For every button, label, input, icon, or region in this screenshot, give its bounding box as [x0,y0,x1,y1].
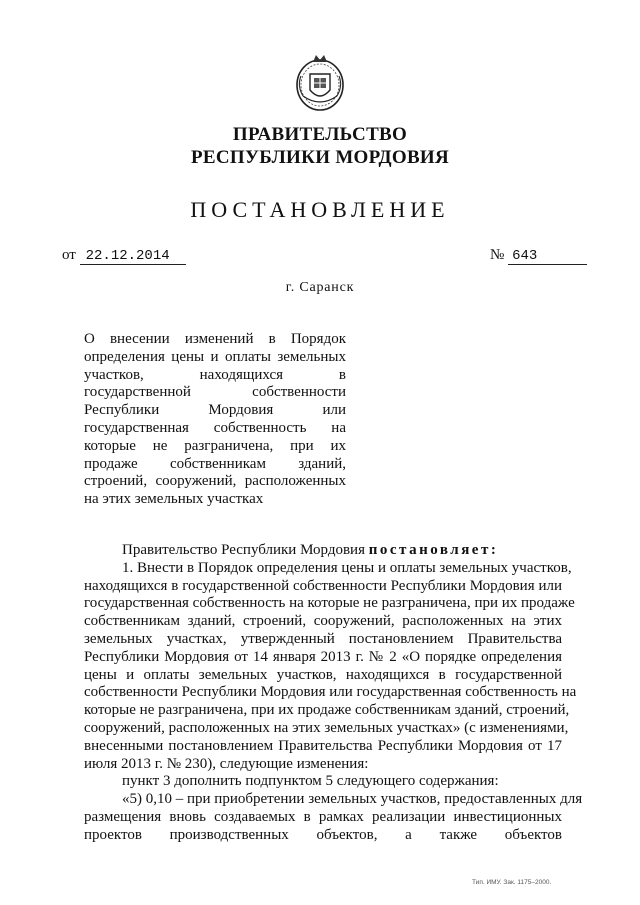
subject-line: на этих земельных участках [84,491,264,508]
number-line [490,247,587,265]
subject-line: Республики Мордовия или [84,402,346,419]
body-line: находящихся в государственной собственности Республики Мордовия или [84,577,562,594]
subject-line: участков, находящихся в [84,366,346,383]
body-line: июля 2013 г. № 230), следующие изменения: [84,755,369,772]
body-line: пункт 3 дополнить подпунктом 5 следующего содержания: [122,773,499,790]
subject-line: определения цены и оплаты земельных [84,348,346,365]
document-date: 22.12.2014 [80,248,186,265]
emblem [293,52,347,114]
subject-line: продаже собственникам зданий, [84,455,346,472]
body-line: Республики Мордовия от 14 января 2013 г. № 2 «О порядке определения [84,648,562,665]
decree-keyword: постановляет: [368,542,499,558]
intro-line [84,542,562,560]
intro-text: Правительство Республики Мордовия [122,542,369,558]
subject-line: О внесении изменений в Порядок [84,331,346,347]
body-line: собственности Республики Мордовия или государственная собственность на [84,684,577,701]
subject-line: государственная собственность на [84,419,346,436]
body-line: цены и оплаты земельных участков, находящихся в государственной [84,666,562,683]
body-line: государственная собственность на которые не разграничена, при их продаже [84,595,575,612]
print-info: Тип. ИМУ. Зак. 1175–2000. [472,879,552,886]
subject-line: строений, сооружений, расположенных [84,473,346,490]
body-line: внесенными постановлением Правительства Республики Мордовия от 17 [84,737,562,754]
subject-line: которые не разграничена, при их [84,437,346,454]
subject-block [84,331,346,509]
government-name-line1: ПРАВИТЕЛЬСТВО [232,124,408,145]
subject-line: государственной собственности [84,384,346,401]
body-line: «5) 0,10 – при приобретении земельных участков, предоставленных для [122,791,583,808]
body-line: которые не разграничена, при их продаже собственникам зданий, строений, [84,702,570,719]
date-line [62,247,186,265]
date-prefix: от [62,247,76,263]
document-type-title: ПОСТАНОВЛЕНИЕ [190,197,450,222]
body-line: земельных участках, утвержденный постановлением Правительства [84,630,562,647]
number-prefix: № [490,247,505,263]
body-text [84,542,583,845]
government-name-line2: РЕСПУБЛИКИ МОРДОВИЯ [190,147,450,168]
body-line: собственникам зданий, строений, сооружений, расположенных на этих [84,613,562,630]
body-line: сооружений, расположенных на этих земельных участках» (с изменениями, [84,719,569,736]
document-number: 643 [508,248,587,265]
body-line: проектов производственных объектов, а также объектов [84,826,562,843]
body-line: 1. Внести в Порядок определения цены и оплаты земельных участков, [122,559,572,576]
body-line: размещения вновь создаваемых в рамках реализации инвестиционных [84,808,562,825]
city: г. Саранск [285,280,355,295]
